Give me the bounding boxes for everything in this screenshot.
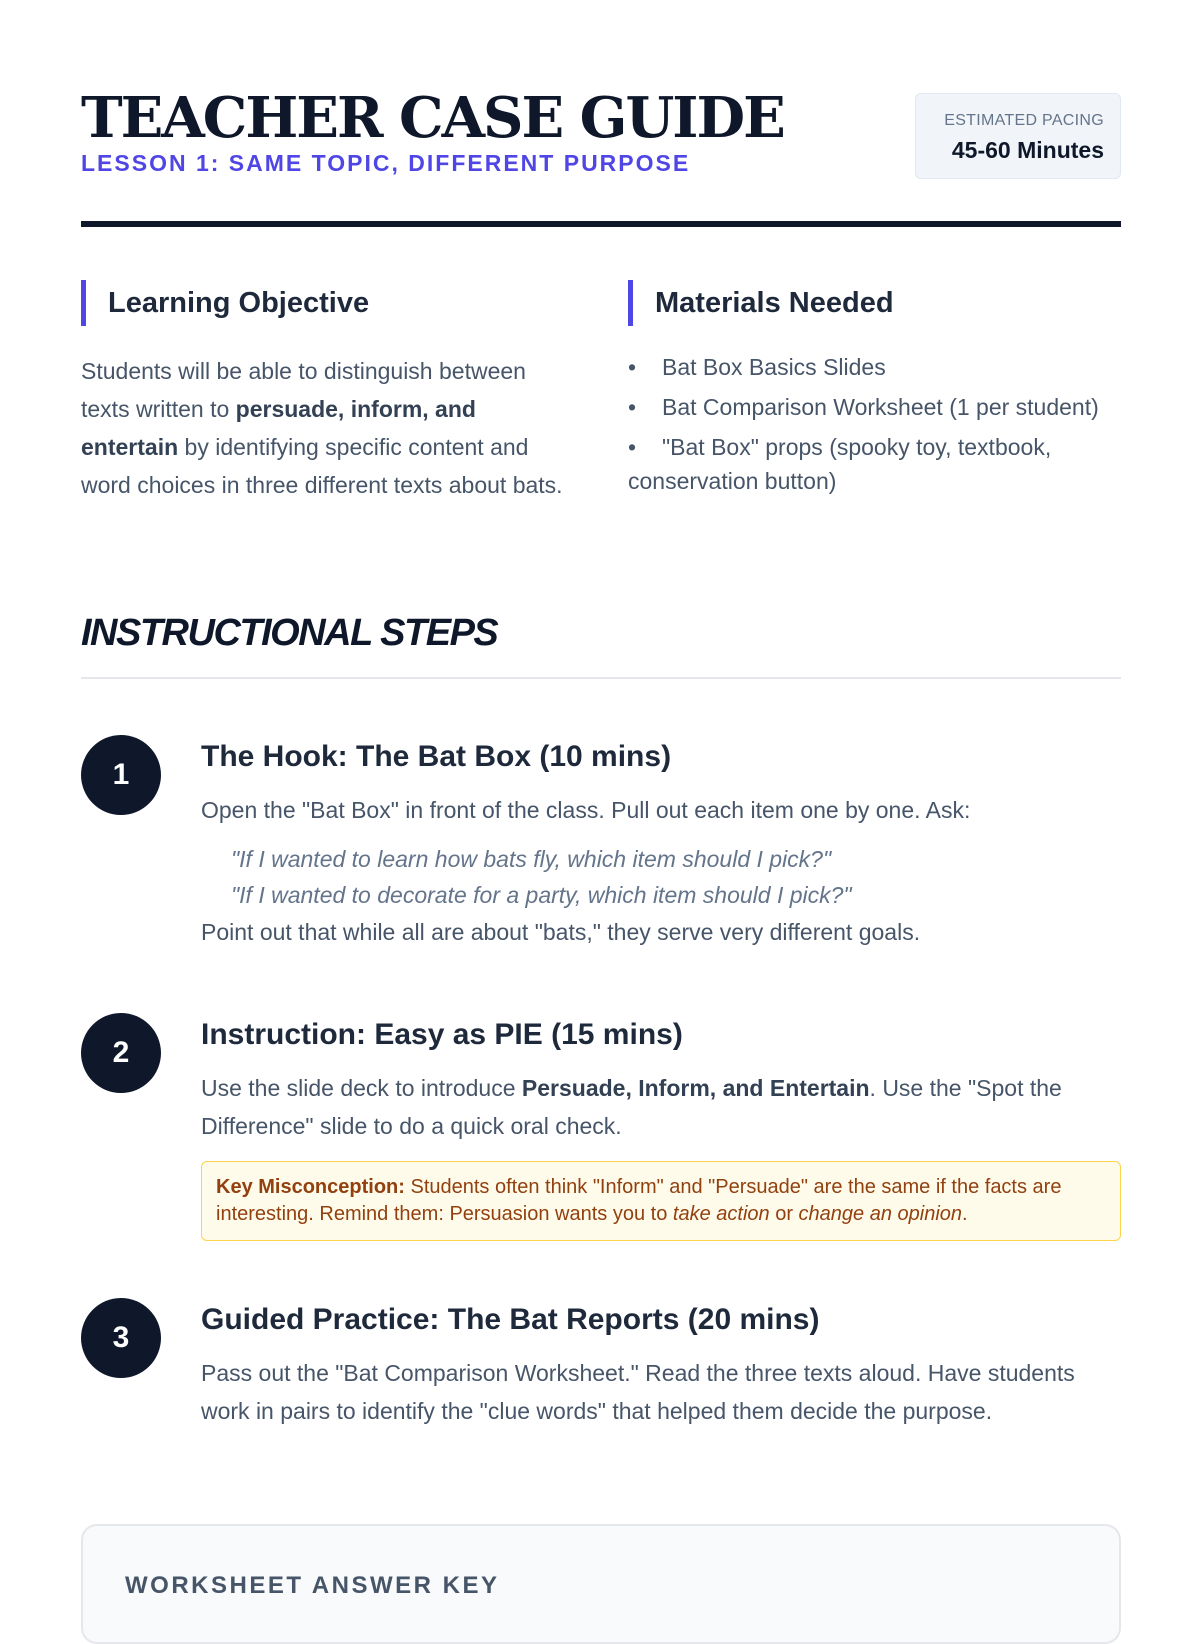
step-heading: Guided Practice: The Bat Reports (20 mins) [201, 1303, 820, 1336]
material-item-label: "Bat Box" props (spooky toy, textbook, conservation button) [628, 434, 1052, 494]
list-item [628, 350, 1121, 384]
step-text: Pass out the "Bat Comparison Worksheet." Read the three texts aloud. Have students work in pairs to identify the "clue words" that helped them decide the purpose. [201, 1360, 1075, 1424]
step-number-badge: 2 [81, 1013, 161, 1093]
step-number-badge: 3 [81, 1298, 161, 1378]
material-item-label: Bat Comparison Worksheet (1 per student) [662, 394, 1099, 420]
answer-key-card [81, 1524, 1121, 1644]
step-text-start: Use the slide deck to introduce [201, 1075, 522, 1101]
list-item [628, 430, 1121, 498]
step-body [201, 1013, 1121, 1241]
step-text-end: . Use the "Spot the Difference" slide to do a quick oral check. [201, 1075, 1062, 1139]
header-divider [81, 221, 1121, 227]
step-text-bold: Persuade, Inform, and Entertain [521, 1075, 870, 1101]
step-heading: The Hook: The Bat Box (10 mins) [201, 740, 672, 773]
learning-objective-section [81, 280, 571, 504]
bullet-icon: • [628, 434, 637, 460]
materials-heading: Materials Needed [628, 280, 1121, 326]
materials-section [628, 280, 1121, 504]
objective-text-end: by identifying specific content and word choices in three different texts about bats. [81, 434, 563, 498]
pacing-value: 45-60 Minutes [951, 137, 1104, 163]
answer-key-title: WORKSHEET ANSWER KEY [125, 1572, 500, 1599]
misconception-emphasis: change an opinion [798, 1203, 963, 1225]
learning-objective-heading: Learning Objective [81, 280, 571, 326]
misconception-end: . [962, 1203, 968, 1225]
step-body [201, 1298, 1121, 1430]
step-quotes [201, 841, 1121, 913]
instructional-steps-heading: INSTRUCTIONAL STEPS [81, 612, 498, 654]
quote-line: "If I wanted to learn how bats fly, which item should I pick?" [231, 846, 832, 872]
misconception-callout [201, 1161, 1121, 1241]
lesson-subtitle: LESSON 1: SAME TOPIC, DIFFERENT PURPOSE [81, 150, 691, 176]
misconception-text: Students often think "Inform" and "Persuade" are the same if the facts are interesting. Remind them: Persuasion wants you to [216, 1176, 1062, 1225]
objective-text-start: Students will be able to distinguish between texts written to [81, 358, 526, 422]
learning-objective-text [81, 352, 571, 504]
step-outro: Point out that while all are about "bats," they serve very different goals. [201, 919, 921, 945]
quote-line: "If I wanted to decorate for a party, which item should I pick?" [231, 882, 852, 908]
bullet-icon: • [628, 354, 637, 380]
misconception-emphasis: take action [672, 1203, 770, 1225]
step-intro: Open the "Bat Box" in front of the class. Pull out each item one by one. Ask: [201, 797, 971, 823]
step-number-badge: 1 [81, 735, 161, 815]
material-item-label: Bat Box Basics Slides [662, 354, 886, 380]
guide-header [81, 85, 1121, 223]
pacing-label: ESTIMATED PACING [944, 112, 1104, 129]
misconception-label: Key Misconception: [216, 1176, 405, 1198]
pacing-badge [915, 93, 1121, 179]
steps-divider [81, 677, 1121, 679]
materials-list [628, 350, 1121, 498]
step-heading: Instruction: Easy as PIE (15 mins) [201, 1018, 683, 1051]
list-item [628, 390, 1121, 424]
step-text [201, 1069, 1121, 1145]
step-body [201, 735, 1121, 951]
misconception-connector: or [769, 1203, 799, 1225]
objective-text-bold: persuade, inform, and entertain [81, 396, 476, 460]
bullet-icon: • [628, 394, 637, 420]
page-title: TEACHER CASE GUIDE [81, 85, 784, 151]
